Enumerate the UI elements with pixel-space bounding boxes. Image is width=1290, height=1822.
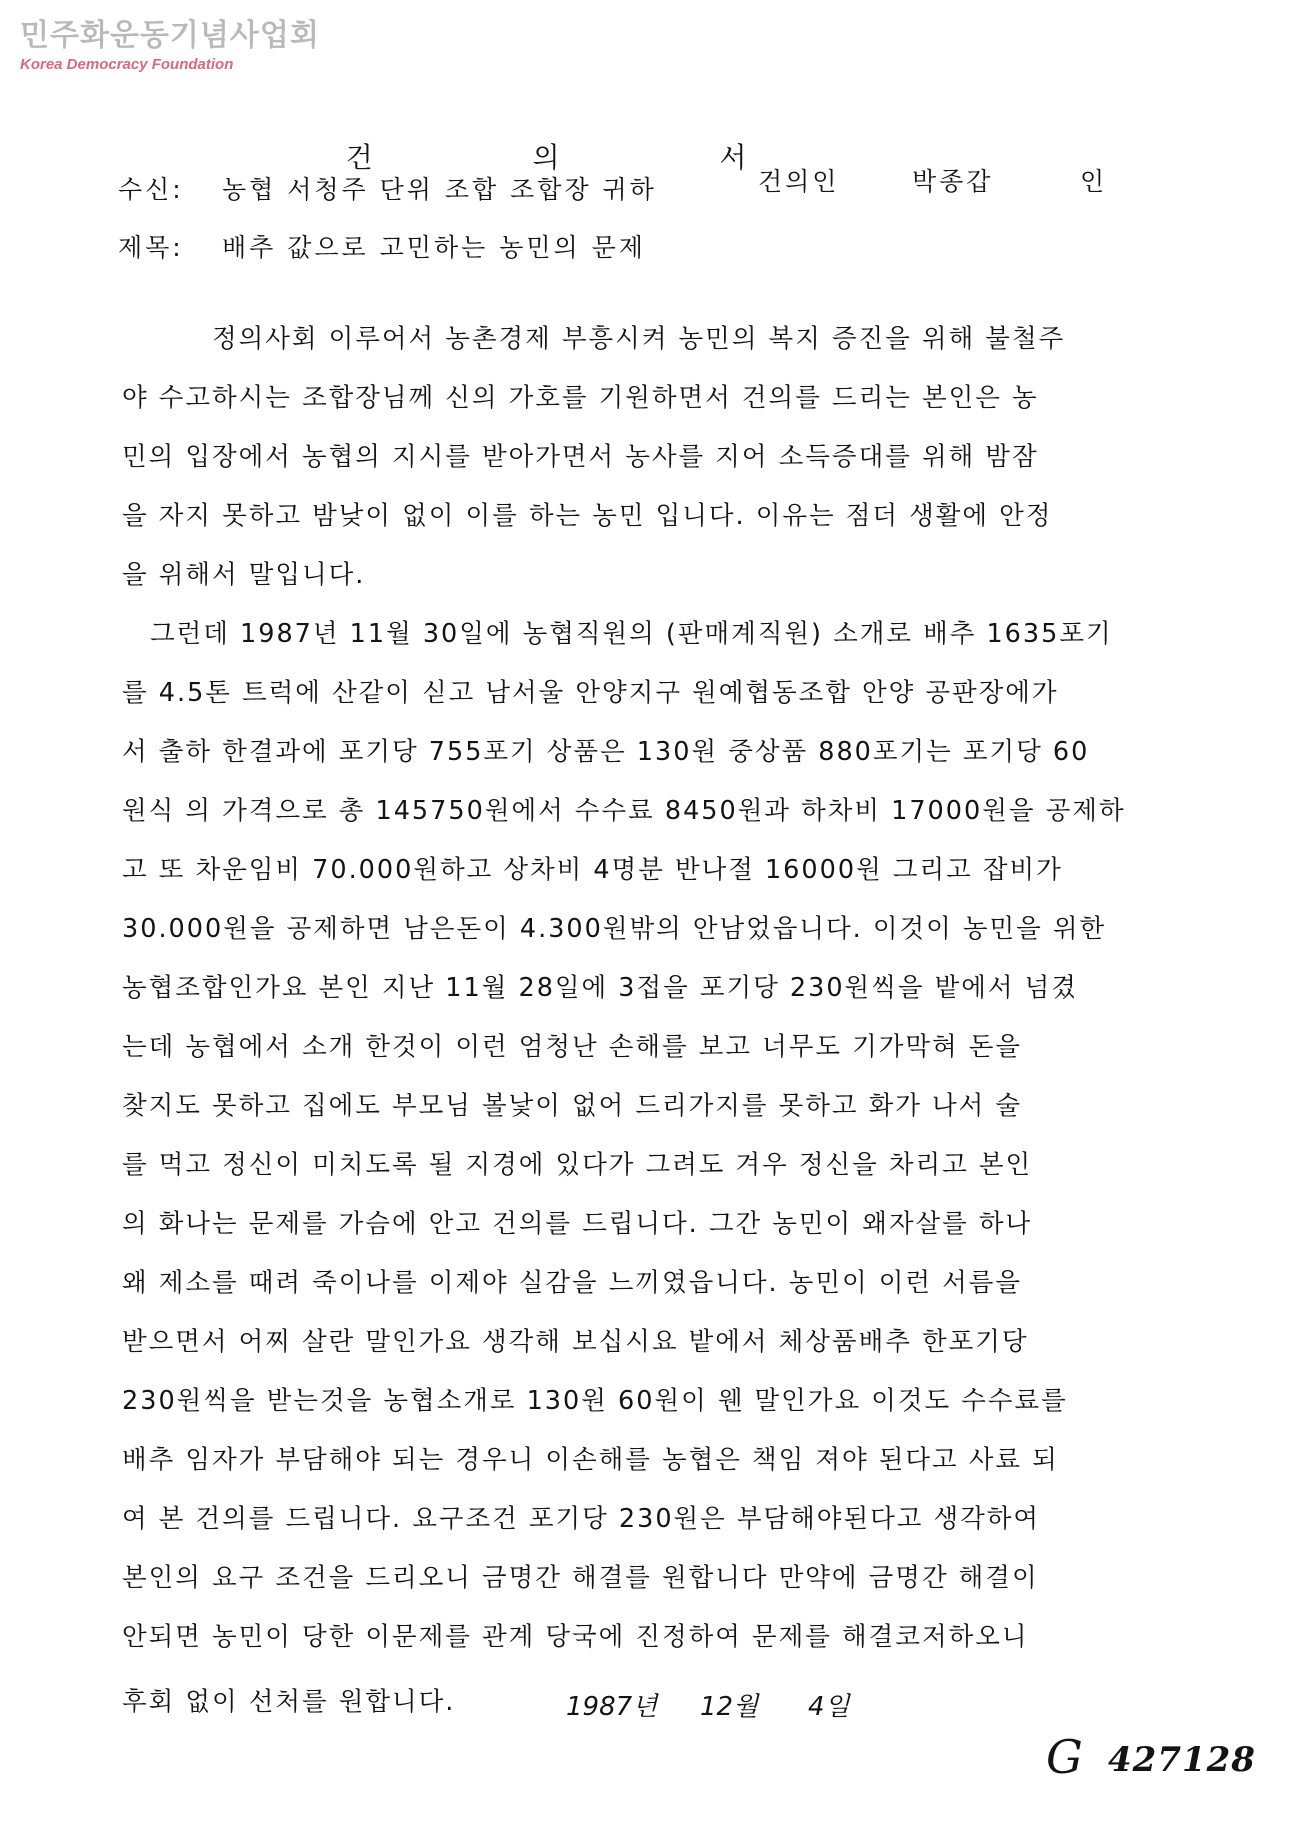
body-line: 230원씩을 받는것을 농협소개로 130원 60원이 웬 말인가요 이것도 수수료를 — [122, 1386, 1068, 1416]
subject-text: 배추 값으로 고민하는 농민의 문제 — [222, 233, 646, 262]
body-line: 그런데 1987년 11월 30일에 농협직원의 (판매계직원) 소개로 배추 1635포기 — [150, 619, 1113, 649]
body-line: 를 먹고 정신이 미치도록 될 지경에 있다가 그려도 겨우 정신을 차리고 본인 — [122, 1150, 1033, 1180]
body-line: 안되면 농민이 당한 이문제를 관계 당국에 진정하여 문제를 해결코저하오니 — [122, 1622, 1029, 1652]
body-line: 농협조합인가요 본인 지난 11월 28일에 3접을 포기당 230원씩을 밭에서 넘겼 — [122, 973, 1078, 1003]
title-char: 의 — [532, 141, 568, 174]
logo-english-text: Korea Democracy Foundation — [20, 56, 234, 73]
body-line: 찾지도 못하고 집에도 부모님 볼낯이 없어 드리가지를 못하고 화가 나서 술 — [122, 1091, 1023, 1121]
body-line: 원식 의 가격으로 총 145750원에서 수수료 8450원과 하차비 17000원을 공제하 — [122, 796, 1126, 826]
date-day: 4일 — [808, 1692, 850, 1722]
date-year: 1987년 — [566, 1692, 658, 1722]
seal-mark: 인 — [1080, 167, 1108, 196]
body-line: 을 위해서 말입니다. — [122, 560, 366, 590]
recipient-text: 농협 서청주 단위 조합 조합장 귀하 — [222, 175, 657, 204]
archive-number: 427128 — [1108, 1740, 1256, 1780]
body-line: 는데 농협에서 소개 한것이 이런 엄청난 손해를 보고 너무도 기가막혀 돈을 — [122, 1032, 1023, 1062]
petitioner-label: 건의인 — [758, 167, 840, 196]
body-line: 서 출하 한결과에 포기당 755포기 상품은 130원 중상품 880포기는 포기당 60 — [122, 737, 1090, 767]
body-line: 30.000원을 공제하면 남은돈이 4.300원밖의 안남었읍니다. 이것이 농민을 위한 — [122, 914, 1107, 944]
logo-korean-text: 민주화운동기념사업회 — [20, 18, 320, 53]
title-char: 서 — [719, 141, 755, 174]
subject-label: 제목: — [118, 233, 184, 262]
archive-mark: G — [1046, 1730, 1083, 1784]
body-line: 배추 임자가 부담해야 되는 경우니 이손해를 농협은 책임 져야 된다고 사료 되 — [122, 1445, 1059, 1475]
body-line: 왜 제소를 때려 죽이나를 이제야 실감을 느끼였읍니다. 농민이 이런 서름을 — [122, 1268, 1023, 1298]
body-line: 여 본 건의를 드립니다. 요구조건 포기당 230원은 부담해야된다고 생각하여 — [122, 1504, 1040, 1534]
body-line: 을 자지 못하고 밤낮이 없이 이를 하는 농민 입니다. 이유는 점더 생활에 안정 — [122, 501, 1053, 531]
body-line: 정의사회 이루어서 농촌경제 부흥시켜 농민의 복지 증진을 위해 불철주 — [212, 324, 1066, 354]
petitioner-name: 박종갑 — [912, 167, 994, 196]
body-line: 를 4.5톤 트럭에 산같이 싣고 남서울 안양지구 원예협동조합 안양 공판장에가 — [122, 678, 1059, 708]
body-line: 야 수고하시는 조합장님께 신의 가호를 기원하면서 건의를 드리는 본인은 농 — [122, 383, 1039, 413]
body-line: 받으면서 어찌 살란 말인가요 생각해 보십시요 밭에서 체상품배추 한포기당 — [122, 1327, 1029, 1357]
foundation-logo — [20, 18, 320, 74]
title-char: 건 — [345, 141, 381, 174]
body-line: 본인의 요구 조건을 드리오니 금명간 해결를 원합니다 만약에 금명간 해결이 — [122, 1563, 1039, 1593]
date-month: 12월 — [700, 1692, 759, 1722]
recipient-label: 수신: — [118, 175, 184, 204]
body-line: 민의 입장에서 농협의 지시를 받아가면서 농사를 지어 소득증대를 위해 밤잠 — [122, 442, 1039, 472]
document-body — [122, 310, 1202, 1667]
body-line: 고 또 차운임비 70.000원하고 상차비 4명분 반나절 16000원 그리고 잡비가 — [122, 855, 1063, 885]
closing-line: 후회 없이 선처를 원합니다. — [122, 1687, 456, 1717]
body-line: 의 화나는 문제를 가슴에 안고 건의를 드립니다. 그간 농민이 왜자살를 하나 — [122, 1209, 1033, 1239]
